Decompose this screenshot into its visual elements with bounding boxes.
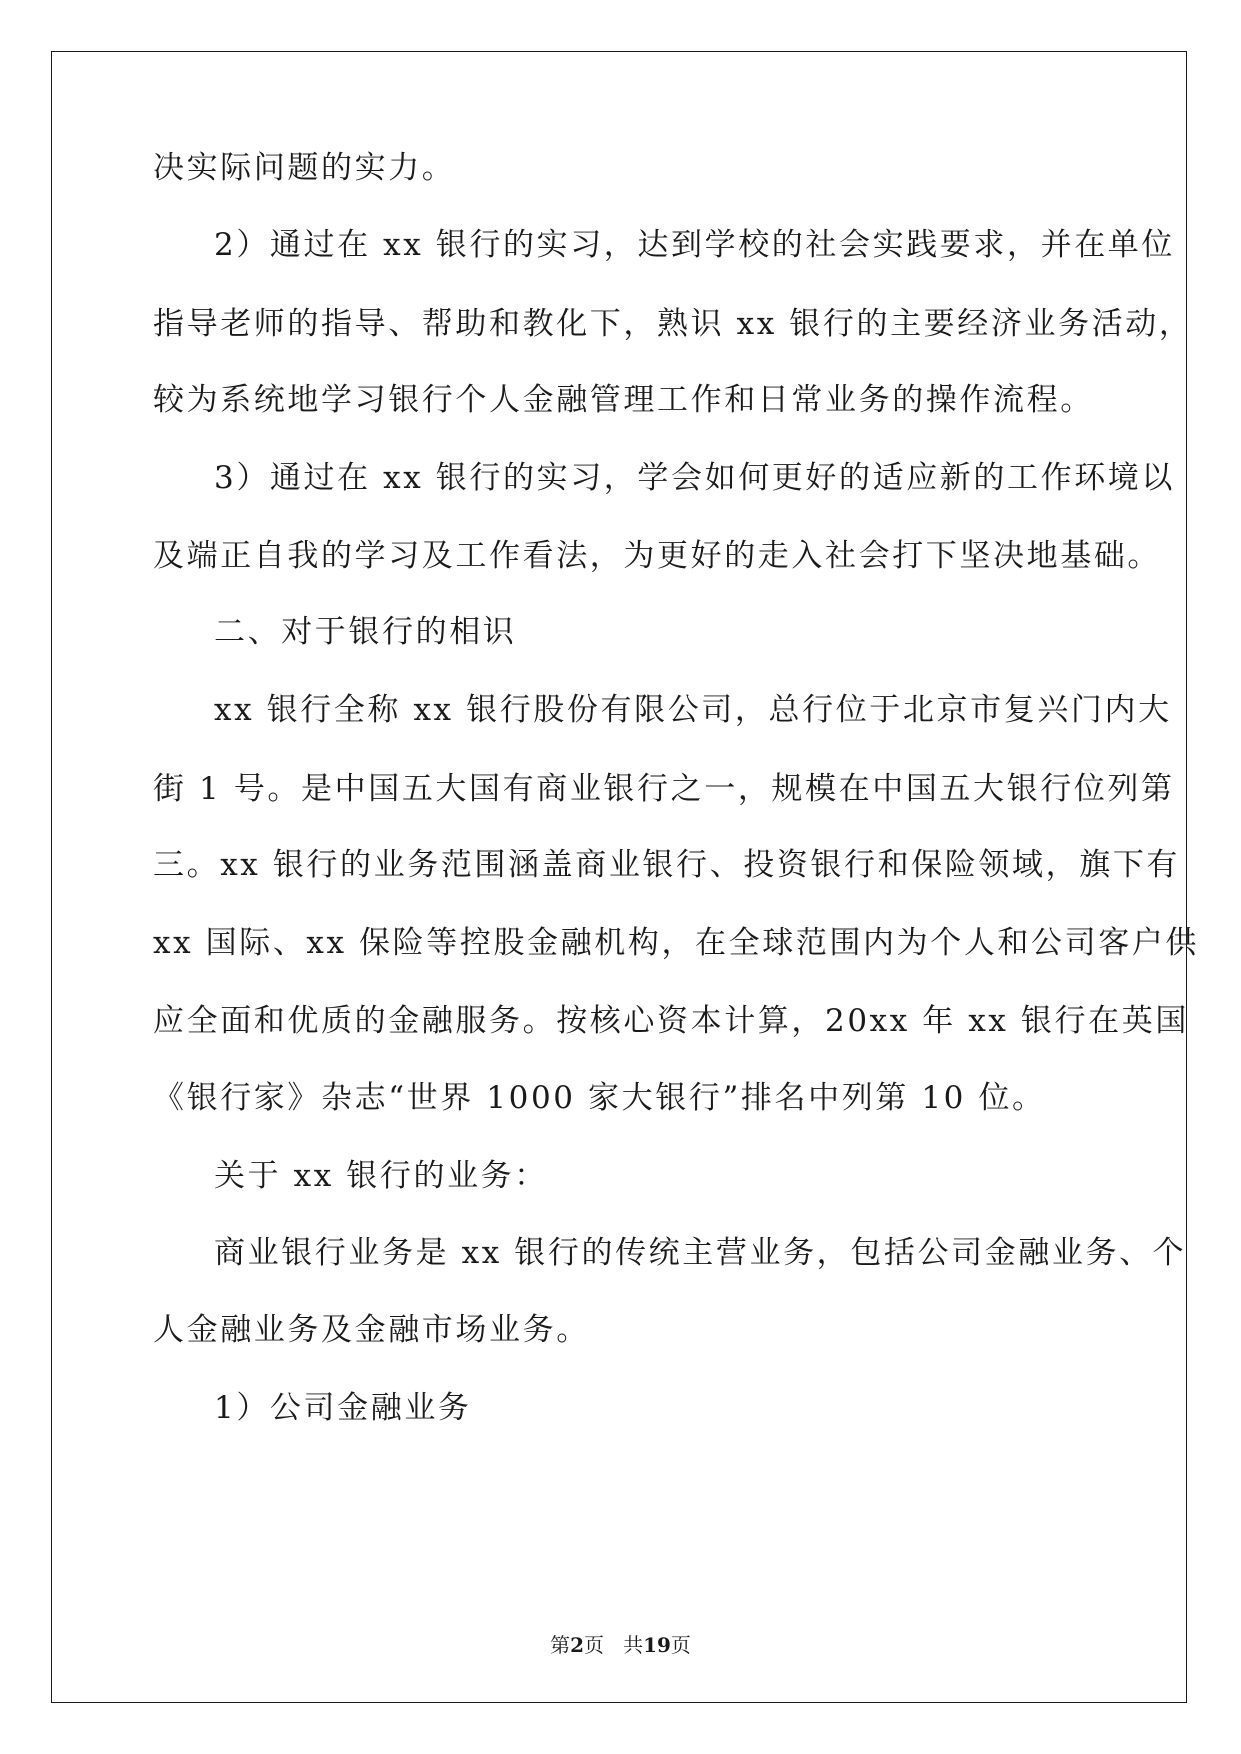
text-line: 较为系统地学习银行个人金融管理工作和日常业务的操作流程。 — [153, 382, 1094, 418]
text-line: xx 银行全称 xx 银行股份有限公司，总行位于北京市复兴门内大 — [214, 692, 1172, 728]
page-number: 2 — [570, 1633, 584, 1657]
text-line: 3）通过在 xx 银行的实习，学会如何更好的适应新的工作环境以 — [214, 460, 1175, 496]
total-pages: 19 — [643, 1633, 671, 1657]
footer-total-prefix: 共 — [623, 1633, 644, 1657]
section-heading: 二、对于银行的相识 — [214, 614, 517, 650]
text-line: 1）公司金融业务 — [214, 1390, 472, 1426]
text-line: 2）通过在 xx 银行的实习，达到学校的社会实践要求，并在单位 — [214, 227, 1175, 263]
text-line: 人金融业务及金融市场业务。 — [153, 1312, 590, 1348]
text-line: xx 国际、xx 保险等控股金融机构，在全球范围内为个人和公司客户供 — [153, 925, 1200, 961]
text-line: 街 1 号。是中国五大国有商业银行之一，规模在中国五大银行位列第 — [153, 771, 1175, 807]
footer-prefix: 第 — [550, 1633, 571, 1657]
text-line: 三。xx 银行的业务范围涵盖商业银行、投资银行和保险领域，旗下有 — [153, 847, 1181, 883]
text-line: 商业银行业务是 xx 银行的传统主营业务，包括公司金融业务、个 — [214, 1235, 1187, 1271]
text-line: 应全面和优质的金融服务。按核心资本计算，20xx 年 xx 银行在英国 — [153, 1003, 1189, 1039]
text-line: 《银行家》杂志“世界 1000 家大银行”排名中列第 10 位。 — [153, 1080, 1046, 1116]
text-line: 决实际问题的实力。 — [153, 150, 456, 186]
text-line: 关于 xx 银行的业务： — [214, 1158, 548, 1194]
page-footer — [0, 1629, 1241, 1658]
text-line: 及端正自我的学习及工作看法，为更好的走入社会打下坚决地基础。 — [153, 538, 1161, 574]
text-line: 指导老师的指导、帮助和教化下，熟识 xx 银行的主要经济业务活动， — [153, 306, 1193, 342]
footer-page-suffix: 页 — [584, 1633, 604, 1657]
footer-total-suffix: 页 — [670, 1633, 691, 1657]
